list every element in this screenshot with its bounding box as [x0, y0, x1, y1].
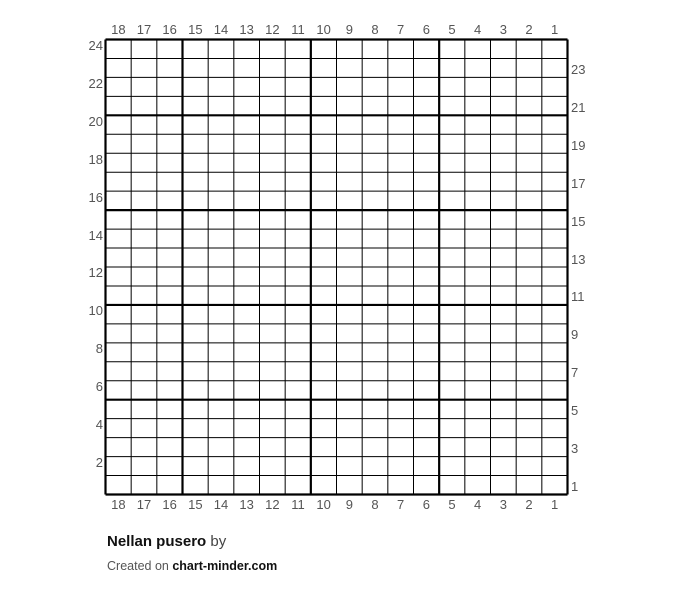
row-label: 2 — [95, 455, 103, 471]
row-label: 16 — [88, 189, 103, 205]
row-label: 24 — [88, 37, 103, 53]
row-label: 17 — [571, 175, 586, 191]
column-label: 6 — [422, 22, 430, 37]
row-label: 14 — [88, 227, 103, 243]
column-label: 5 — [448, 22, 456, 37]
column-label: 9 — [345, 497, 353, 512]
column-label: 16 — [162, 22, 177, 37]
column-label: 17 — [136, 497, 152, 512]
row-label: 1 — [571, 479, 579, 495]
column-label: 14 — [213, 22, 229, 37]
column-label: 13 — [239, 497, 254, 512]
column-label: 11 — [291, 497, 305, 512]
column-label: 2 — [525, 22, 533, 37]
row-label: 21 — [571, 99, 586, 115]
column-label: 13 — [239, 22, 254, 37]
chart-title-line — [107, 533, 226, 550]
row-label: 6 — [95, 379, 103, 395]
row-label: 11 — [571, 289, 585, 305]
column-label: 2 — [525, 497, 533, 512]
row-label: 9 — [571, 327, 579, 343]
column-label: 8 — [371, 22, 379, 37]
row-label: 18 — [88, 151, 103, 167]
row-label: 7 — [571, 365, 579, 381]
column-label: 3 — [499, 22, 507, 37]
column-label: 11 — [291, 22, 305, 37]
column-label: 14 — [213, 497, 229, 512]
column-label: 17 — [136, 22, 152, 37]
column-label: 16 — [162, 497, 177, 512]
chart-credit — [107, 559, 277, 573]
row-label: 5 — [571, 403, 579, 419]
column-label: 9 — [345, 22, 353, 37]
column-label: 18 — [111, 497, 126, 512]
column-label: 7 — [397, 497, 405, 512]
row-label: 12 — [88, 265, 103, 281]
column-label: 10 — [316, 497, 331, 512]
column-label: 8 — [371, 497, 379, 512]
column-label: 4 — [474, 22, 482, 37]
row-label: 10 — [88, 303, 103, 319]
column-label: 12 — [265, 22, 280, 37]
column-label: 12 — [265, 497, 280, 512]
column-label: 1 — [551, 22, 559, 37]
row-label: 23 — [571, 61, 586, 77]
column-label: 3 — [499, 497, 507, 512]
row-label: 20 — [88, 113, 103, 129]
column-label: 18 — [111, 22, 126, 37]
chart-author-by: by — [210, 533, 227, 550]
row-label: 13 — [571, 251, 586, 267]
column-label: 15 — [188, 497, 203, 512]
row-label: 19 — [571, 137, 586, 153]
chart-title: Nellan pusero — [107, 533, 207, 550]
row-label: 3 — [571, 441, 579, 457]
column-label: 4 — [474, 497, 482, 512]
credit-site-link[interactable]: chart-minder.com — [172, 559, 278, 573]
column-label: 15 — [188, 22, 203, 37]
row-label: 4 — [95, 417, 103, 433]
row-label: 15 — [571, 213, 586, 229]
column-label: 6 — [422, 497, 430, 512]
row-label: 22 — [88, 75, 103, 91]
column-label: 7 — [397, 22, 405, 37]
credit-prefix: Created on — [107, 559, 169, 573]
column-label: 5 — [448, 497, 456, 512]
column-label: 1 — [551, 497, 559, 512]
row-label: 8 — [95, 341, 103, 357]
column-label: 10 — [316, 22, 331, 37]
